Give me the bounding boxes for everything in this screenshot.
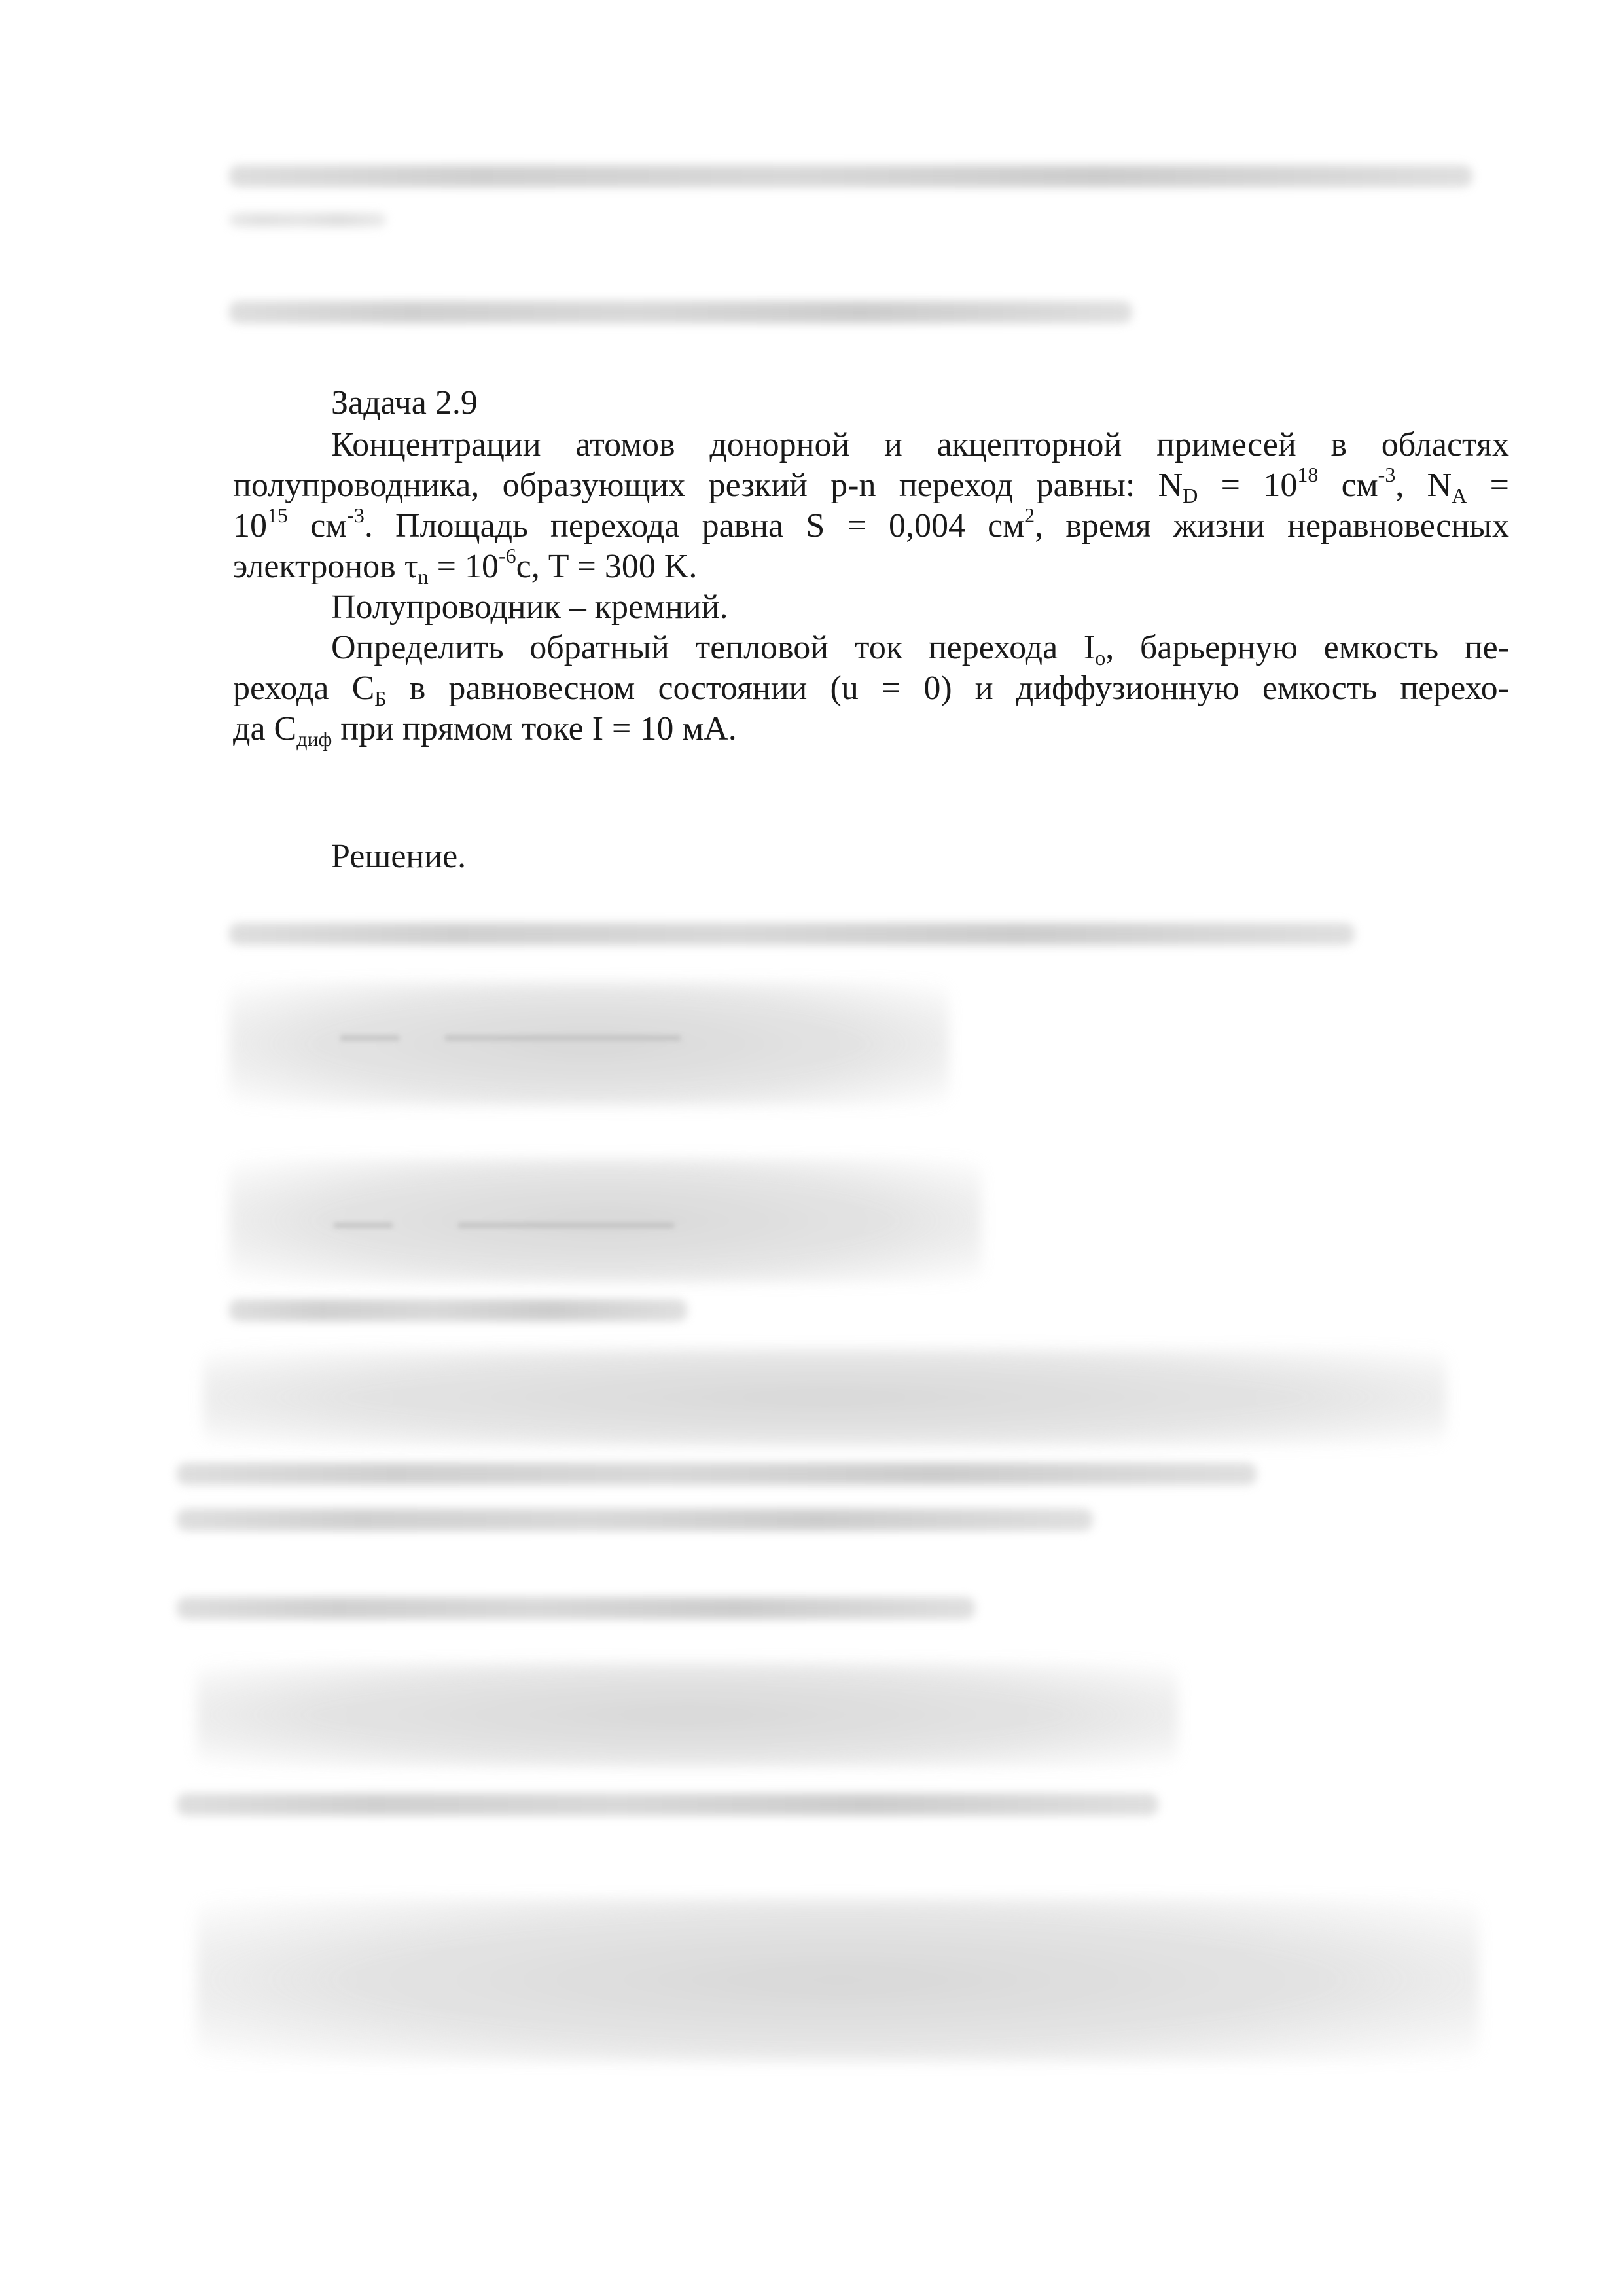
conditions-line-1: Концентрации атомов донорной и акцепторной примесей в областях — [331, 426, 1509, 463]
question-line-3: да $C_{диф}$ при прямом токе I = 10 мА. — [233, 710, 737, 751]
conditions-line-2: полупроводника, образующих резкий p-n переход равны: $N_D = 10^{18}$ $см^{-3}$, $N_A$ = — [233, 463, 1509, 507]
question-line-1: Определить обратный тепловой ток перехода $I_o$, барьерную емкость пе- — [331, 629, 1509, 670]
blurred-formula — [203, 1348, 1446, 1446]
conditions-line-3: $10^{15}$ $см^{-3}$. Площадь перехода равна S = 0,004 $см^2$, время жизни неравновесных — [233, 503, 1509, 545]
blurred-text-line — [177, 1793, 1158, 1816]
task-conditions — [233, 425, 1509, 587]
blurred-formula — [229, 982, 949, 1106]
blurred-text-line — [229, 213, 386, 227]
blurred-formula — [196, 1662, 1178, 1767]
blurred-fraction-bar — [458, 1223, 674, 1228]
blurred-text-line — [229, 301, 1132, 323]
blurred-fraction-bar — [340, 1035, 399, 1041]
blurred-formula — [196, 1898, 1479, 2062]
task-statement — [233, 383, 1509, 749]
task-question — [233, 628, 1509, 749]
blurred-fraction-bar — [445, 1035, 681, 1041]
blurred-text-line — [177, 1463, 1257, 1485]
blurred-text-line — [229, 165, 1472, 187]
blurred-text-line — [177, 1509, 1093, 1531]
task-material: Полупроводник – кремний. — [331, 588, 728, 626]
task-title: Задача 2.9 — [331, 384, 478, 422]
blurred-text-line — [177, 1597, 975, 1619]
conditions-line-4: электронов $\tau_n = 10^{-6}с$, T = 300 K. — [233, 544, 698, 588]
question-line-2: рехода $C_Б$ в равновесном состоянии (u = 0) и диффузионную емкость перехо- — [233, 670, 1509, 710]
blurred-formula — [229, 1158, 982, 1283]
solution-heading: Решение. — [331, 838, 467, 875]
blurred-fraction-bar — [334, 1223, 393, 1228]
blurred-text-line — [229, 923, 1355, 945]
blurred-text-line — [229, 1299, 687, 1321]
